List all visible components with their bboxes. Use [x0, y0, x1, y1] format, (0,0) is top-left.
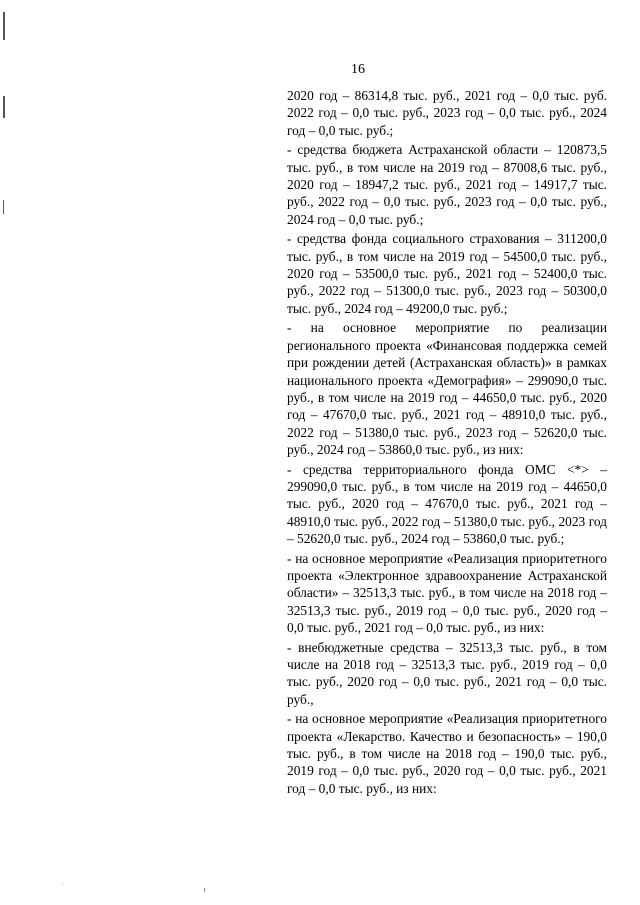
paragraph: - на основное мероприятие «Реализация приоритетного проекта «Электронное здравоохранение Астраханской области» – 32513,3 тыс. руб., в том числе на 2018 год – 32513,3 тыс. руб., 2019 год – 0,0 тыс. руб., 2020 год – 0,0 тыс. руб., 2021 год – 0,0 тыс. руб., из них:: [287, 550, 607, 636]
paragraph: - средства фонда социального страхования – 311200,0 тыс. руб., в том числе на 2019 год – 54500,0 тыс. руб., 2020 год – 53500,0 тыс. руб., 2021 год – 52400,0 тыс. руб., 2022 год – 51300,0 тыс. руб., 2023 год – 50300,0 тыс. руб., 2024 год – 49200,0 тыс. руб.;: [287, 231, 607, 316]
paragraph: - на основное мероприятие «Реализация приоритетного проекта «Лекарство. Качество и безопасность» – 190,0 тыс. руб., в том числе на 2018 год – 190,0 тыс. руб., 2019 год – 0,0 тыс. руб., 2020 год – 0,0 тыс. руб., 2021 год – 0,0 тыс. руб., из них:: [287, 711, 607, 796]
scan-speck: [62, 884, 63, 885]
paragraph: - внебюджетные средства – 32513,3 тыс. руб., в том числе на 2018 год – 32513,3 тыс. руб., 2019 год – 0,0 тыс. руб., 2020 год – 0,0 тыс. руб., 2021 год – 0,0 тыс. руб.,: [287, 639, 607, 707]
paragraph: - средства территориального фонда ОМС <*> – 299090,0 тыс. руб., в том числе на 2019 год – 44650,0 тыс. руб., 2020 год – 47670,0 тыс. руб., 2021 год – 48910,0 тыс. руб., 2022 год – 51380,0 тыс. руб., 2023 год – 52620,0 тыс. руб., 2024 год – 53860,0 тыс. руб.;: [287, 461, 607, 547]
paragraph: - на основное мероприятие по реализации регионального проекта «Финансовая поддержка семей при рождении детей (Астраханская область)» в рамках национального проекта «Демография» – 299090,0 тыс. руб., в том числе на 2019 год – 44650,0 тыс. руб., 2020 год – 47670,0 тыс. руб., 2021 год – 48910,0 тыс. руб., 2022 год – 51380,0 тыс. руб., 2023 год – 52620,0 тыс. руб., 2024 год – 53860,0 тыс. руб., из них:: [287, 320, 607, 458]
scan-edge-mark: [3, 200, 4, 214]
scan-edge-mark: [3, 12, 5, 40]
paragraph: 2020 год – 86314,8 тыс. руб., 2021 год – 0,0 тыс. руб. 2022 год – 0,0 тыс. руб., 2023 год – 0,0 тыс. руб., 2024 год – 0,0 тыс. руб.;: [287, 88, 607, 138]
scan-edge-mark: [3, 96, 5, 118]
paragraph: - средства бюджета Астраханской области – 120873,5 тыс. руб., в том числе на 2019 год – 87008,6 тыс. руб., 2020 год – 18947,2 тыс. руб., 2021 год – 14917,7 тыс. руб., 2022 год – 0,0 тыс. руб., 2023 год – 0,0 тыс. руб., 2024 год – 0,0 тыс. руб.;: [287, 142, 607, 227]
document-body: [287, 87, 607, 799]
scan-speck: [204, 888, 205, 892]
page-number: 16: [351, 62, 365, 77]
